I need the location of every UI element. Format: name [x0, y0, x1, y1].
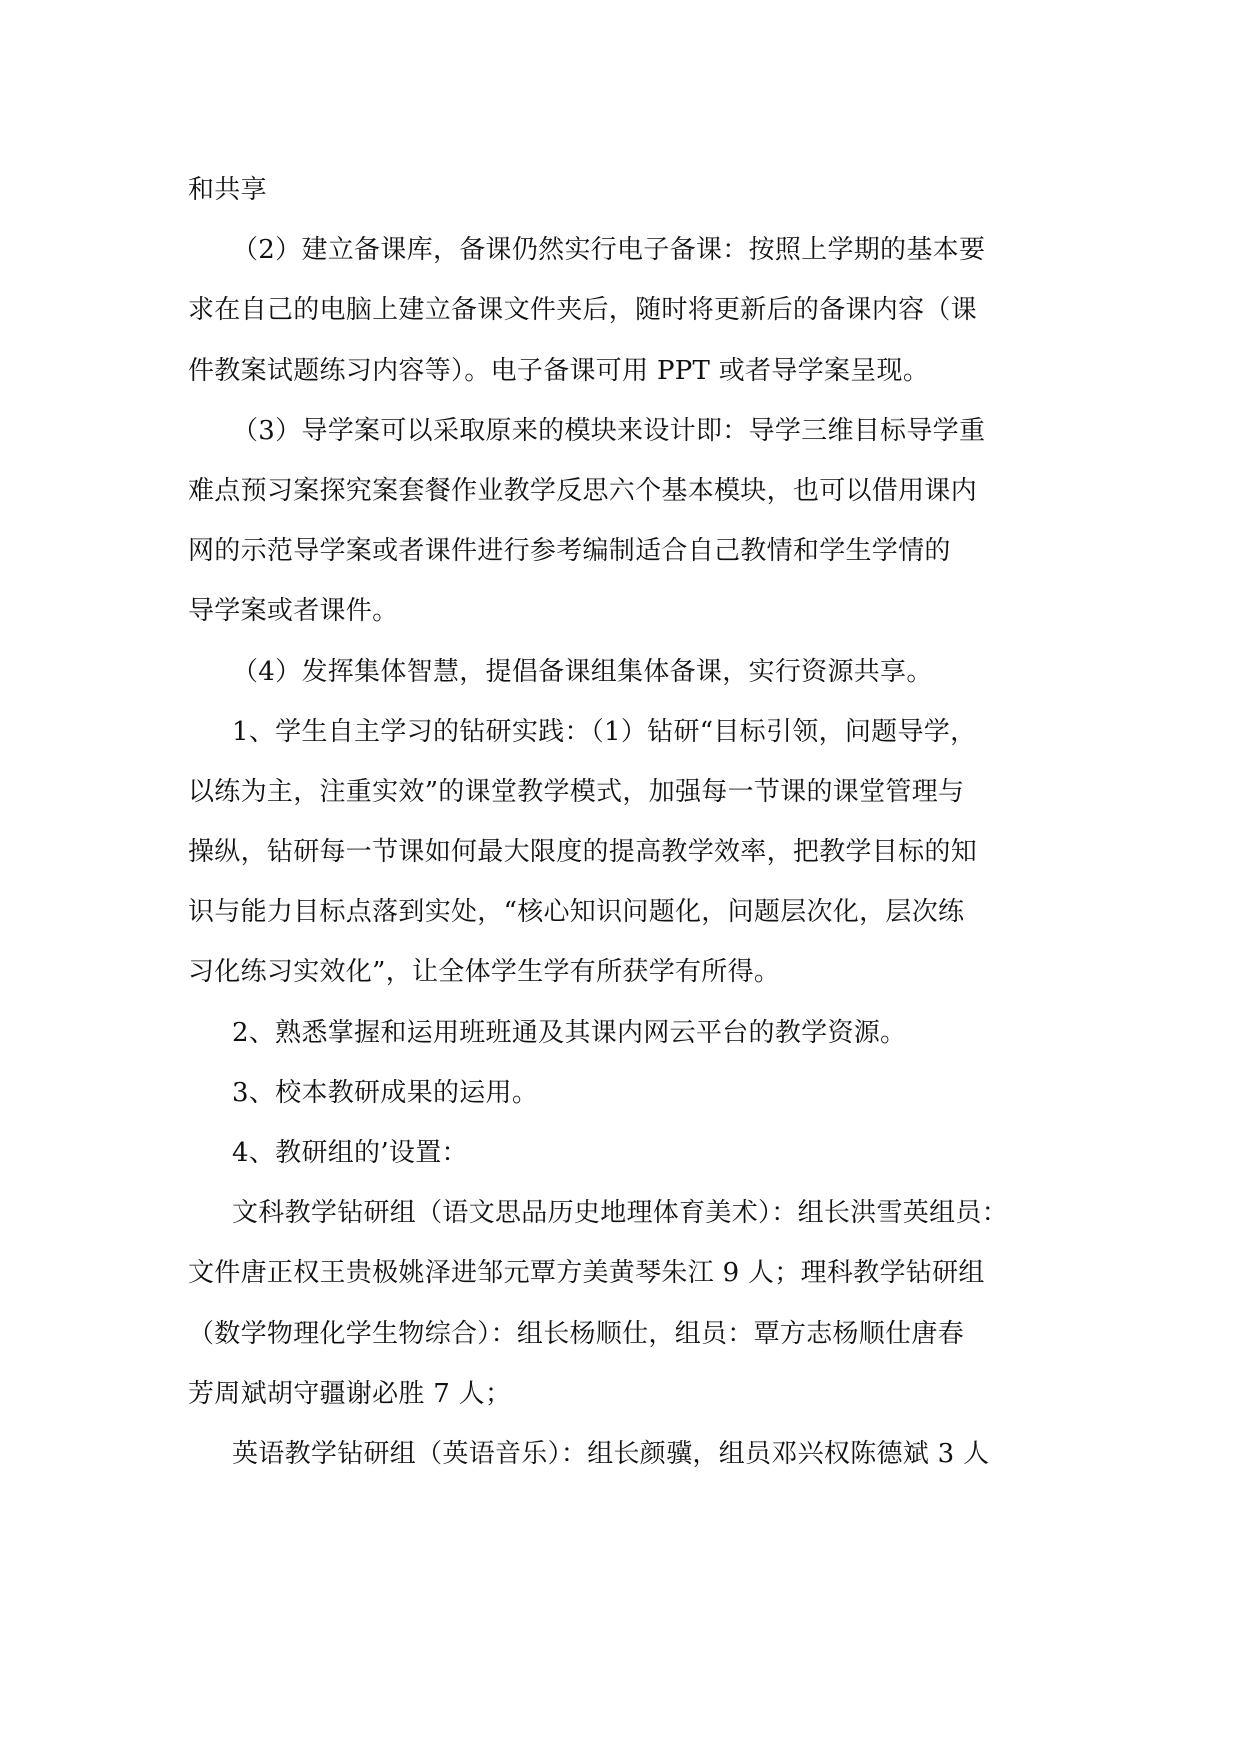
text-line: 件教案试题练习内容等）。电子备课可用 PPT 或者导学案呈现。: [188, 355, 930, 386]
text-line: 网的示范导学案或者课件进行参考编制适合自己教情和学生学情的: [188, 536, 951, 567]
text-line: 1、学生自主学习的钻研实践：（1）钻研“目标引领，问题导学，: [232, 716, 977, 747]
document-body: [188, 160, 1068, 1484]
text-line: 文科教学钻研组（语文思品历史地理体育美术）：组长洪雪英组员：: [232, 1198, 1009, 1229]
text-line: 4、教研组的’设置：: [232, 1138, 468, 1168]
text-line: 操纵，钻研每一节课如何最大限度的提高教学效率，把教学目标的知: [188, 837, 978, 868]
text-line: 文件唐正权王贵极姚泽进邹元覃方美黄琴朱江 9 人；理科教学钻研组: [188, 1258, 985, 1289]
text-line: 2、熟悉掌握和运用班班通及其课内网云平台的教学资源。: [232, 1017, 907, 1048]
text-line: 和共享: [188, 175, 267, 205]
text-line: 难点预习案探究案套餐作业教学反思六个基本模块，也可以借用课内: [188, 475, 978, 506]
text-line: 3、校本教研成果的运用。: [232, 1077, 539, 1108]
text-line: 导学案或者课件。: [188, 596, 399, 627]
text-line: （数学物理化学生物综合）：组长杨顺仕，组员：覃方志杨顺仕唐春: [188, 1318, 965, 1349]
text-line: 以练为主，注重实效”的课堂教学模式，加强每一节课的课堂管理与: [188, 776, 965, 807]
text-line: 求在自己的电脑上建立备课文件夹后，随时将更新后的备课内容（课: [188, 295, 978, 326]
text-line: 识与能力目标点落到实处，“核心知识问题化，问题层次化，层次练: [188, 897, 965, 928]
text-line: （3）导学案可以采取原来的模块来设计即：导学三维目标导学重: [232, 415, 986, 446]
text-line: 英语教学钻研组（英语音乐）：组长颜骥，组员邓兴权陈德斌 3 人: [232, 1438, 990, 1469]
text-line: 芳周斌胡守疆谢必胜 7 人；: [188, 1378, 512, 1409]
text-line: 习化练习实效化”，让全体学生学有所获学有所得。: [188, 957, 781, 988]
text-line: （4）发挥集体智慧，提倡备课组集体备课，实行资源共享。: [232, 656, 933, 687]
text-line: （2）建立备课库，备课仍然实行电子备课：按照上学期的基本要: [232, 235, 986, 266]
